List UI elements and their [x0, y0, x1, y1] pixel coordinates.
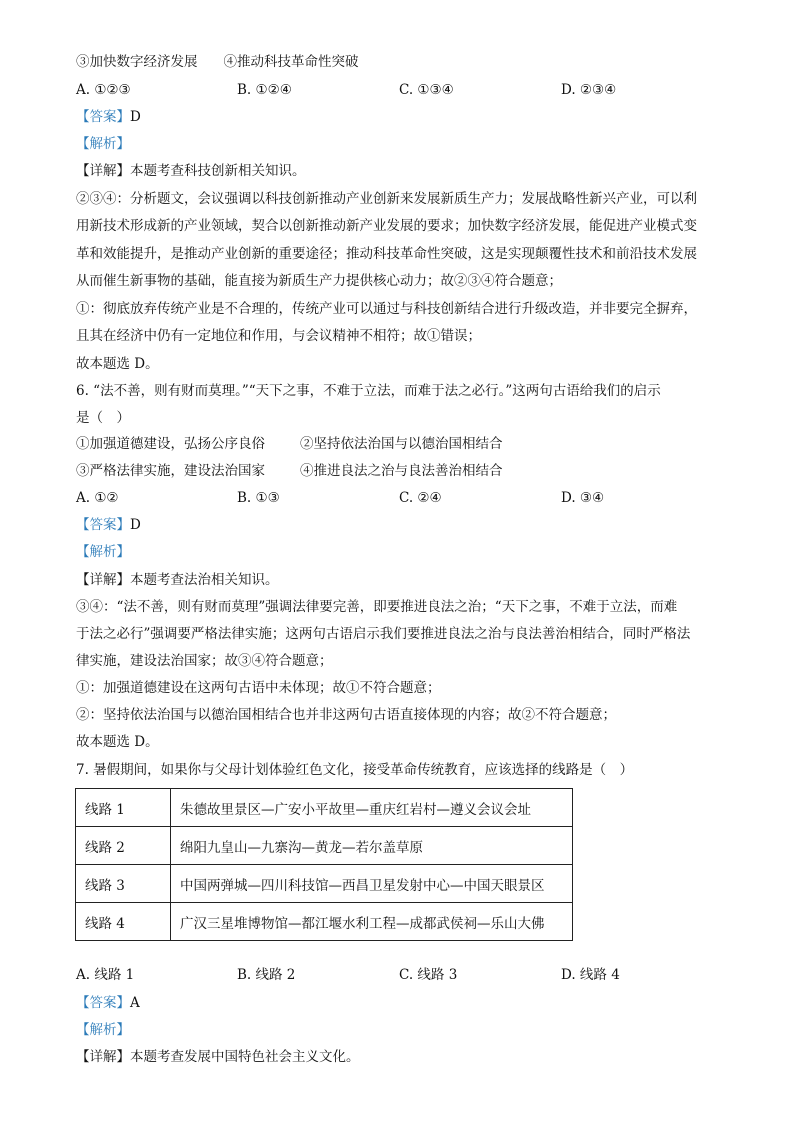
q6-option-2: ②坚持依法治国与以德治国相结合 — [300, 436, 503, 452]
q5-exp-line-7: 故本题选 D。 — [76, 356, 159, 372]
q5-exp-line-5: ①：彻底放弃传统产业是不合理的，传统产业可以通过与科技创新结合进行升级改造，并非要完全摒弃， — [76, 301, 697, 317]
q7-analysis-tag: 【解析】 — [76, 1022, 130, 1038]
route-table — [75, 788, 573, 941]
answer-value: D — [130, 517, 141, 533]
detail-tag: 【详解】 — [76, 163, 130, 179]
q5-exp-line-6: 且其在经济中仍有一定地位和作用，与会议精神不相符；故①错误； — [76, 328, 481, 344]
route-label: 线路 3 — [76, 865, 171, 903]
detail-text: 本题考查科技创新相关知识。 — [130, 163, 306, 179]
route-label: 线路 2 — [76, 827, 171, 865]
q6-exp-line-5: ②：坚持依法治国与以德治国相结合也并非这两句古语直接体现的内容；故②不符合题意； — [76, 707, 616, 723]
q6-choice-c: C. ②④ — [399, 490, 442, 506]
q5-choice-d: D. ②③④ — [561, 82, 617, 98]
answer-value: D — [130, 109, 141, 125]
q6-option-3: ③严格法律实施，建设法治国家 — [76, 463, 265, 479]
answer-tag: 【答案】 — [76, 517, 130, 533]
q6-stem-line-1: 6. “法不善，则有财而莫理。”“天下之事，不难于立法，而难于法之必行。”这两句古语给我们的启示 — [76, 383, 661, 399]
table-row — [76, 903, 573, 941]
q6-exp-line-3: 律实施，建设法治国家；故③④符合题意； — [76, 653, 333, 669]
q6-choice-d: D. ③④ — [561, 490, 605, 506]
q6-stem-line-2: 是（ ） — [76, 410, 130, 426]
q7-choice-d: D. 线路 4 — [561, 967, 620, 983]
route-stops: 朱德故里景区—广安小平故里—重庆红岩村—遵义会议会址 — [171, 789, 573, 827]
route-stops: 中国两弹城—四川科技馆—西昌卫星发射中心—中国天眼景区 — [171, 865, 573, 903]
q5-choice-b: B. ①②④ — [237, 82, 292, 98]
route-label: 线路 4 — [76, 903, 171, 941]
q6-exp-line-2: 于法之必行”强调要严格法律实施；这两句古语启示我们要推进良法之治与良法善治相结合，同时严格法 — [76, 626, 691, 642]
q6-choice-a: A. ①② — [76, 490, 119, 506]
q5-detail — [76, 161, 306, 181]
q6-exp-line-1: ③④：“法不善，则有财而莫理”强调法律要完善，即要推进良法之治；“天下之事，不难于立法，而难 — [76, 599, 678, 615]
answer-tag: 【答案】 — [76, 109, 130, 125]
detail-text: 本题考查法治相关知识。 — [130, 572, 279, 588]
q5-exp-line-1: ②③④：分析题文，会议强调以科技创新推动产业创新来发展新质生产力；发展战略性新兴产业，可以利 — [76, 191, 697, 207]
q6-exp-line-6: 故本题选 D。 — [76, 734, 159, 750]
route-stops: 绵阳九皇山—九寨沟—黄龙—若尔盖草原 — [171, 827, 573, 865]
detail-text: 本题考查发展中国特色社会主义文化。 — [130, 1049, 360, 1065]
q6-analysis-tag: 【解析】 — [76, 544, 130, 560]
route-stops: 广汉三星堆博物馆—都江堰水利工程—成都武侯祠—乐山大佛 — [171, 903, 573, 941]
q6-choice-b: B. ①③ — [237, 490, 280, 506]
q7-choice-b: B. 线路 2 — [237, 967, 296, 983]
q5-option-4: ④推动科技革命性突破 — [223, 54, 359, 70]
q5-answer — [76, 107, 141, 127]
answer-value: A — [130, 995, 140, 1011]
q7-answer — [76, 993, 140, 1013]
detail-tag: 【详解】 — [76, 1049, 130, 1065]
q6-detail — [76, 570, 279, 590]
q7-stem: 7. 暑假期间，如果你与父母计划体验红色文化，接受革命传统教育，应该选择的线路是（ ） — [76, 762, 634, 778]
q7-choice-a: A. 线路 1 — [76, 967, 135, 983]
q7-choice-c: C. 线路 3 — [399, 967, 458, 983]
table-row — [76, 827, 573, 865]
table-row — [76, 865, 573, 903]
q6-option-1: ①加强道德建设，弘扬公序良俗 — [76, 436, 265, 452]
q5-exp-line-3: 革和效能提升，是推动产业创新的重要途径；推动科技革命性突破，这是实现颠覆性技术和前沿技术发展 — [76, 246, 697, 262]
q7-detail — [76, 1047, 360, 1067]
q5-choice-a: A. ①②③ — [76, 82, 131, 98]
answer-tag: 【答案】 — [76, 995, 130, 1011]
route-label: 线路 1 — [76, 789, 171, 827]
q5-options-row — [76, 52, 359, 72]
q6-exp-line-4: ①：加强道德建设在这两句古语中未体现；故①不符合题意； — [76, 680, 441, 696]
q5-analysis-tag: 【解析】 — [76, 136, 130, 152]
table-row — [76, 789, 573, 827]
q5-exp-line-4: 从而催生新事物的基础，能直接为新质生产力提供核心动力；故②③④符合题意； — [76, 273, 562, 289]
q5-choice-c: C. ①③④ — [399, 82, 454, 98]
q6-option-4: ④推进良法之治与良法善治相结合 — [300, 463, 503, 479]
q5-option-3: ③加快数字经济发展 — [76, 54, 198, 70]
detail-tag: 【详解】 — [76, 572, 130, 588]
q6-answer — [76, 515, 141, 535]
q5-exp-line-2: 用新技术形成新的产业领域，契合以创新推动新产业发展的要求；加快数字经济发展，能促进产业模式变 — [76, 218, 697, 234]
